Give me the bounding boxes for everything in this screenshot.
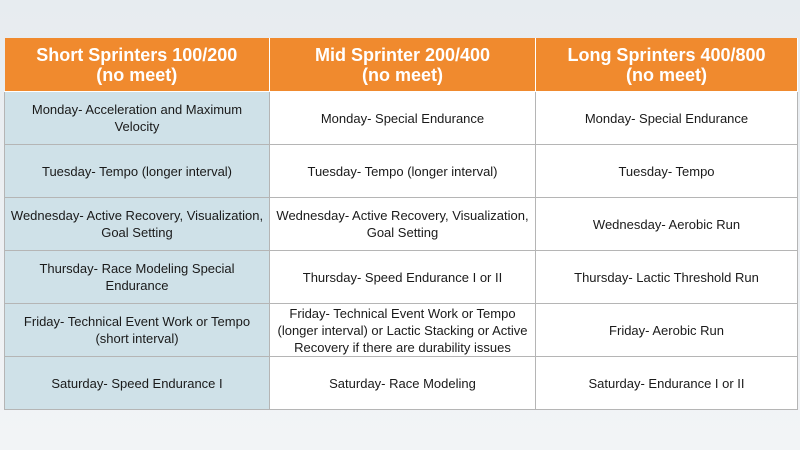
table-cell: Friday- Technical Event Work or Tempo (longer interval) or Lactic Stacking or Active Recovery if there are durability issues (270, 304, 536, 357)
table-cell: Thursday- Lactic Threshold Run (536, 251, 798, 304)
table-cell: Friday- Aerobic Run (536, 304, 798, 357)
table-cell: Thursday- Race Modeling Special Endurance (5, 251, 270, 304)
header-title: Mid Sprinter 200/400 (314, 44, 491, 65)
table-cell: Wednesday- Aerobic Run (536, 198, 798, 251)
table-row-thursday (5, 251, 798, 304)
header-subtitle: (no meet) (362, 64, 443, 85)
table-cell: Saturday- Race Modeling (270, 357, 536, 410)
table-cell: Tuesday- Tempo (536, 145, 798, 198)
table-cell: Thursday- Speed Endurance I or II (270, 251, 536, 304)
header-row (5, 38, 798, 92)
header-subtitle: (no meet) (96, 64, 178, 85)
schedule-table (4, 38, 798, 410)
header-long-sprinters (536, 38, 798, 92)
header-subtitle: (no meet) (626, 64, 707, 85)
table-cell: Tuesday- Tempo (longer interval) (270, 145, 536, 198)
header-mid-sprinter (270, 38, 536, 92)
table-cell: Saturday- Speed Endurance I (5, 357, 270, 410)
table-row-tuesday (5, 145, 798, 198)
table-row-wednesday (5, 198, 798, 251)
table-cell: Tuesday- Tempo (longer interval) (5, 145, 270, 198)
table-cell: Friday- Technical Event Work or Tempo (short interval) (5, 304, 270, 357)
training-schedule-slide (4, 38, 797, 412)
table-row-saturday (5, 357, 798, 410)
table-cell: Monday- Special Endurance (536, 92, 798, 145)
header-title: Long Sprinters 400/800 (567, 44, 766, 65)
table-cell: Monday- Acceleration and Maximum Velocity (5, 92, 270, 145)
table-row-monday (5, 92, 798, 145)
header-short-sprinters (5, 38, 270, 92)
table-cell: Wednesday- Active Recovery, Visualization, Goal Setting (5, 198, 270, 251)
table-cell: Monday- Special Endurance (270, 92, 536, 145)
table-row-friday (5, 304, 798, 357)
table-cell: Saturday- Endurance I or II (536, 357, 798, 410)
table-cell: Wednesday- Active Recovery, Visualization, Goal Setting (270, 198, 536, 251)
header-title: Short Sprinters 100/200 (36, 44, 238, 65)
